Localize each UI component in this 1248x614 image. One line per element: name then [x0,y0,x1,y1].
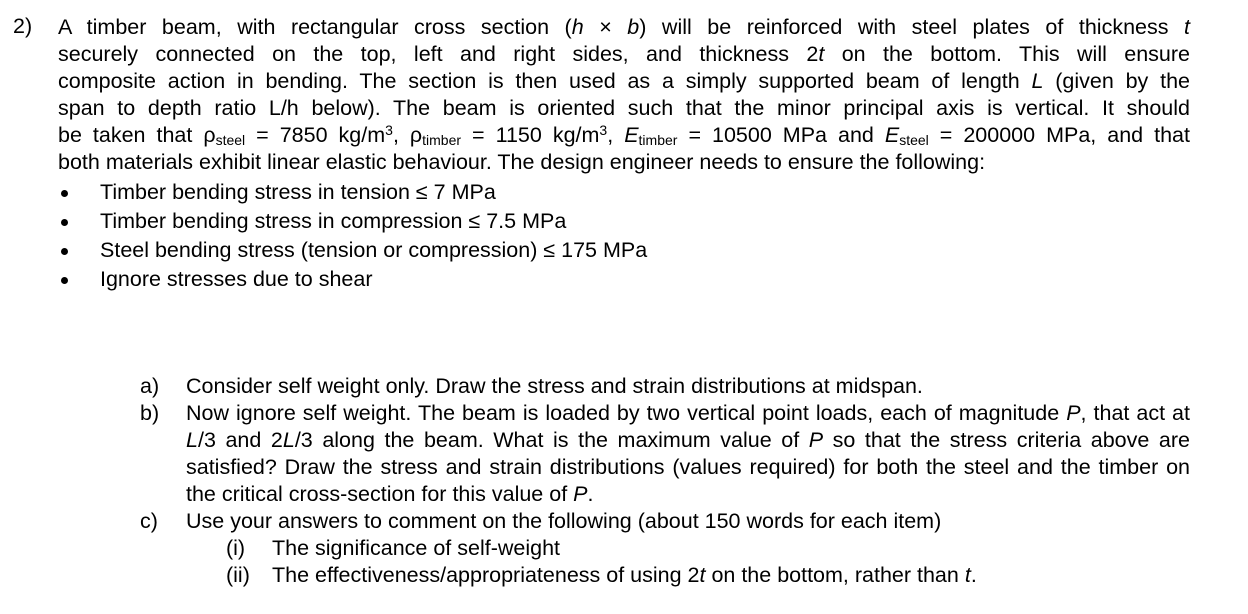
intro-line: be taken that $\rho_{steel} = 7850$ $kg/m^3$, $\rho_{timber} = 1150$ $kg/m^3$, $E_{timber} = 10500$ MPa and $E_{steel} = 200000$ MPa, and that [58,122,1190,148]
criteria-text: Timber bending stress in compression ≤ 7.5 MPa [100,209,567,233]
question-intro-paragraph [58,14,1190,176]
criteria-item [58,236,647,265]
criteria-item [58,207,647,236]
subitem-text: The effectiveness/appropriateness of using 2t on the bottom, rather than t. [272,563,977,587]
part-label: c) [140,509,158,533]
part-label: b) [140,401,160,425]
part-text: Use your answers to comment on the following (about 150 words for each item) [186,509,942,533]
intro-line: securely connected on the top, left and right sides, and thickness 2t on the bottom. This will ensure [58,42,1191,66]
part-text: Now ignore self weight. The beam is loaded by two vertical point loads, each of magnitude P, that act at L/3 and 2L/3 along the beam. What is the maximum value of P so that the stress criteria above are satisfied? Draw the stress and strain distributions (values required) for both the steel and the timber on the critical cross-section for this value of P. [186,401,1190,506]
criteria-text: Timber bending stress in tension ≤ 7 MPa [100,180,496,204]
intro-line: span to depth ratio L/h below). The beam is oriented such that the minor principal axis is vertical. It should [58,96,1190,120]
part-text: Consider self weight only. Draw the stress and strain distributions at midspan. [186,374,923,398]
criteria-text: Steel bending stress (tension or compression) ≤ 175 MPa [100,238,648,262]
subitem-label: (ii) [226,563,250,587]
bullet-icon [61,277,68,284]
criteria-list [58,178,647,294]
question-parts [140,373,1190,589]
question-part [140,373,1190,400]
bullet-icon [61,219,68,226]
question-number: 2) [13,14,33,38]
part-subitems [226,535,1190,589]
criteria-text: Ignore stresses due to shear [100,267,373,291]
subitem-text: The significance of self-weight [272,536,561,560]
question-part [140,508,1190,589]
bullet-icon [61,190,68,197]
intro-line: A timber beam, with rectangular cross section (h × b) will be reinforced with steel plates of thickness t [58,15,1190,39]
part-label: a) [140,374,160,398]
question-part [140,400,1190,508]
bullet-icon [61,248,68,255]
subitem-label: (i) [226,536,246,560]
part-subitem [226,562,1190,589]
criteria-item [58,178,647,207]
part-subitem [226,535,1190,562]
intro-line: both materials exhibit linear elastic behaviour. The design engineer needs to ensure the following: [58,150,986,174]
criteria-item [58,265,647,294]
intro-line: composite action in bending. The section is then used as a simply supported beam of length L (given by the [58,69,1190,93]
